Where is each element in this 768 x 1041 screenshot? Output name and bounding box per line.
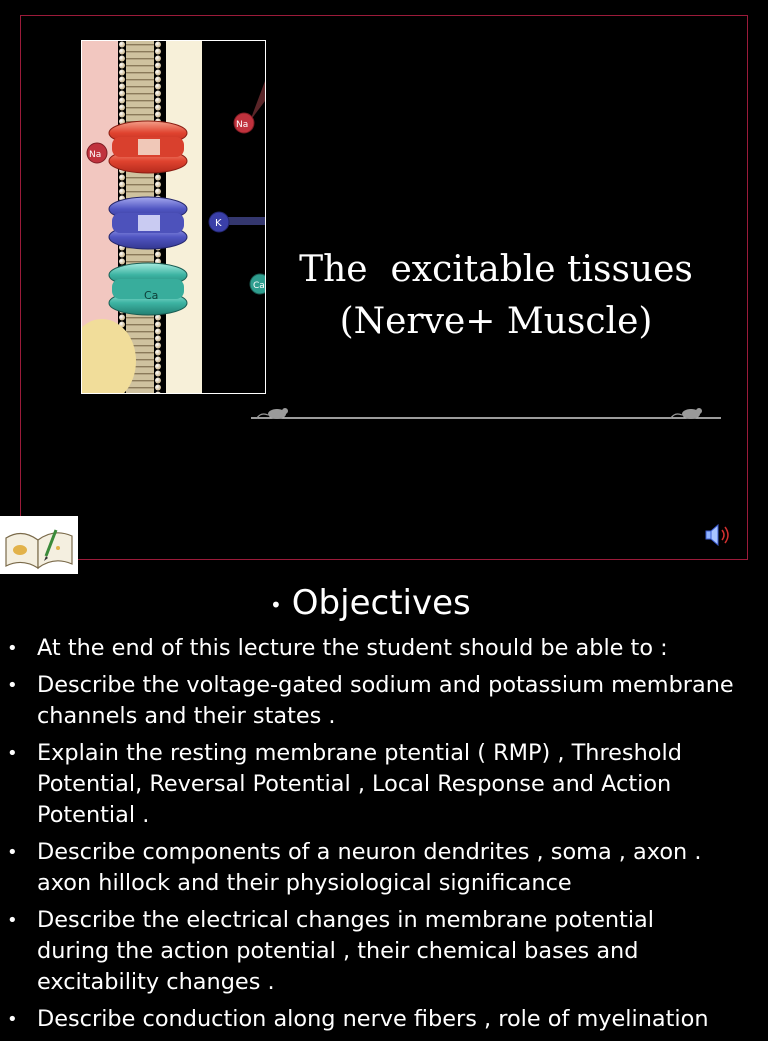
bullet-glyph: •: [7, 910, 18, 931]
list-item-line: Describe conduction along nerve fibers , role of myelination: [37, 1006, 709, 1032]
list-item-line: Potential .: [37, 802, 150, 828]
bullet-glyph: •: [7, 1009, 18, 1030]
list-item-line: excitability changes .: [37, 969, 275, 995]
list-item: [0, 670, 768, 732]
na-ion-left-label: Na: [89, 150, 102, 160]
list-item-line: Explain the resting membrane ptential ( RMP) , Threshold: [37, 740, 682, 766]
ca-ion-right-label: Ca: [253, 281, 265, 291]
bullet-glyph: •: [7, 842, 18, 863]
title-line-1: The excitable tissues: [299, 249, 693, 290]
speaker-icon[interactable]: [703, 522, 733, 548]
bullet-glyph: •: [7, 675, 18, 696]
list-item: [0, 1004, 768, 1035]
mouse-divider: [251, 406, 721, 426]
list-item: [0, 905, 768, 998]
list-item-line: At the end of this lecture the student should be able to :: [37, 635, 668, 661]
slide-title: [271, 244, 721, 348]
list-item-line: Describe the electrical changes in membrane potential: [37, 907, 654, 933]
bullet-glyph: •: [270, 592, 282, 617]
objectives-heading-text: Objectives: [291, 583, 471, 623]
list-item-line: Potential, Reversal Potential , Local Response and Action: [37, 771, 672, 797]
list-item: [0, 633, 768, 664]
list-item: [0, 837, 768, 899]
objectives-list: [0, 633, 768, 1041]
title-slide: [20, 15, 748, 560]
objectives-heading: [270, 580, 471, 628]
bullet-glyph: •: [7, 638, 18, 659]
title-line-2: (Nerve+ Muscle): [339, 301, 653, 342]
list-item-line: during the action potential , their chemical bases and: [37, 938, 639, 964]
bullet-glyph: •: [7, 743, 18, 764]
list-item: [0, 738, 768, 831]
k-ion-label: K: [215, 218, 222, 229]
open-book-icon: [0, 516, 78, 574]
list-item-line: channels and their states .: [37, 703, 336, 729]
list-item-line: Describe components of a neuron dendrites , soma , axon .: [37, 839, 702, 865]
membrane-channel-illustration: [81, 40, 266, 394]
ca-channel-label: Ca: [144, 289, 159, 302]
na-ion-right-label: Na: [236, 120, 249, 130]
list-item-line: Describe the voltage-gated sodium and potassium membrane: [37, 672, 734, 698]
list-item-line: axon hillock and their physiological significance: [37, 870, 572, 896]
